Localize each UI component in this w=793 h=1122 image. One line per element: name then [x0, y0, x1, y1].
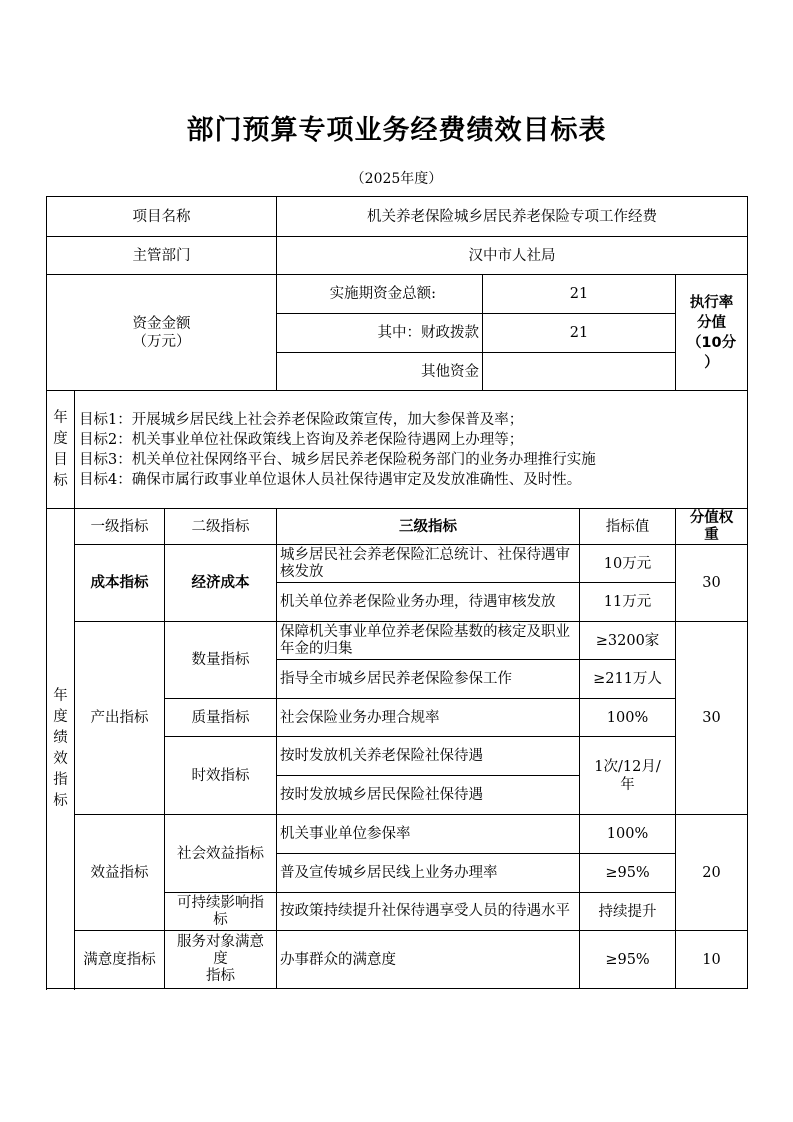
goal-item: 目标4：确保市属行政事业单位退休人员社保待遇审定及发放准确性、及时性。 — [79, 471, 582, 488]
indicator-value: 10万元 — [580, 545, 676, 583]
project-name-value: 机关养老保险城乡居民养老保险专项工作经费 — [277, 197, 748, 237]
header-weight: 分值权 重 — [676, 509, 748, 545]
execution-rate-label: 执行率 分值 （10分 ） — [676, 275, 748, 391]
fiscal-funds-label: 其中：财政拨款 — [277, 314, 483, 353]
table-row: 机关事业单位参保率 — [277, 815, 580, 854]
table-row: 按政策持续提升社保待遇享受人员的待遇水平 — [277, 893, 580, 931]
table-row: 保障机关事业单位养老保险基数的核定及职业年金的归集 — [277, 622, 580, 660]
quality-label: 质量指标 — [165, 699, 277, 737]
header-level2: 二级指标 — [165, 509, 277, 545]
output-level1: 产出指标 — [75, 622, 165, 815]
goal-item: 目标3：机关单位社保网络平台、城乡居民养老保险税务部门的业务办理推行实施 — [79, 451, 596, 468]
department-value: 汉中市人社局 — [277, 237, 748, 275]
satisfaction-level1: 满意度指标 — [75, 931, 165, 989]
timeliness-value: 1次/12月/ 年 — [580, 737, 676, 815]
indicator-value: 11万元 — [580, 583, 676, 622]
header-level1: 一级指标 — [75, 509, 165, 545]
funds-label: 资金金额 （万元） — [47, 275, 277, 391]
total-funds-value: 21 — [483, 275, 676, 314]
table-row: 城乡居民社会养老保险汇总统计、社保待遇审核发放 — [277, 545, 580, 583]
department-label: 主管部门 — [47, 237, 277, 275]
goal-item: 目标1：开展城乡居民线上社会养老保险政策宣传，加大参保普及率； — [79, 411, 524, 428]
table-row: 社会保险业务办理合规率 — [277, 699, 580, 737]
cost-level2: 经济成本 — [165, 545, 277, 622]
cost-weight: 30 — [676, 545, 748, 622]
project-name-label: 项目名称 — [47, 197, 277, 237]
performance-target-table — [46, 196, 748, 989]
table-row: 指导全市城乡居民养老保险参保工作 — [277, 660, 580, 699]
header-level3: 三级指标 — [277, 509, 580, 545]
satisfaction-level2: 服务对象满意 度 指标 — [165, 931, 277, 989]
total-funds-label: 实施期资金总额: — [277, 275, 483, 314]
indicator-value: 100% — [580, 815, 676, 854]
timeliness-label: 时效指标 — [165, 737, 277, 815]
cost-level1: 成本指标 — [75, 545, 165, 622]
table-row: 办事群众的满意度 — [277, 931, 580, 989]
indicator-value: 持续提升 — [580, 893, 676, 931]
indicator-value: ≥95% — [580, 854, 676, 893]
satisfaction-weight: 10 — [676, 931, 748, 989]
goal-item: 目标2：机关事业单位社保政策线上咨询及养老保险待遇网上办理等； — [79, 431, 524, 448]
fiscal-year: （2025年度） — [350, 171, 443, 187]
sustainability-label: 可持续影响指 标 — [165, 893, 277, 931]
annual-goals-label: 年 度 目 标 — [47, 391, 75, 509]
indicators-section-label: 年 度 绩 效 指 标 — [47, 509, 75, 989]
indicator-value: 100% — [580, 699, 676, 737]
table-row: 按时发放城乡居民保险社保待遇 — [277, 776, 580, 815]
output-weight: 30 — [676, 622, 748, 815]
table-row: 机关单位养老保险业务办理，待遇审核发放 — [277, 583, 580, 622]
annual-goals-list — [75, 391, 748, 509]
fiscal-funds-value: 21 — [483, 314, 676, 353]
social-benefit-label: 社会效益指标 — [165, 815, 277, 893]
benefit-weight: 20 — [676, 815, 748, 931]
benefit-level1: 效益指标 — [75, 815, 165, 931]
other-funds-label: 其他资金 — [277, 353, 483, 391]
quantity-label: 数量指标 — [165, 622, 277, 699]
indicator-value: ≥3200家 — [580, 622, 676, 660]
indicator-value: ≥95% — [580, 931, 676, 989]
table-row: 按时发放机关养老保险社保待遇 — [277, 737, 580, 776]
table-row: 普及宣传城乡居民线上业务办理率 — [277, 854, 580, 893]
page-title: 部门预算专项业务经费绩效目标表 — [186, 115, 607, 146]
header-value: 指标值 — [580, 509, 676, 545]
other-funds-value — [483, 353, 676, 391]
indicator-value: ≥211万人 — [580, 660, 676, 699]
